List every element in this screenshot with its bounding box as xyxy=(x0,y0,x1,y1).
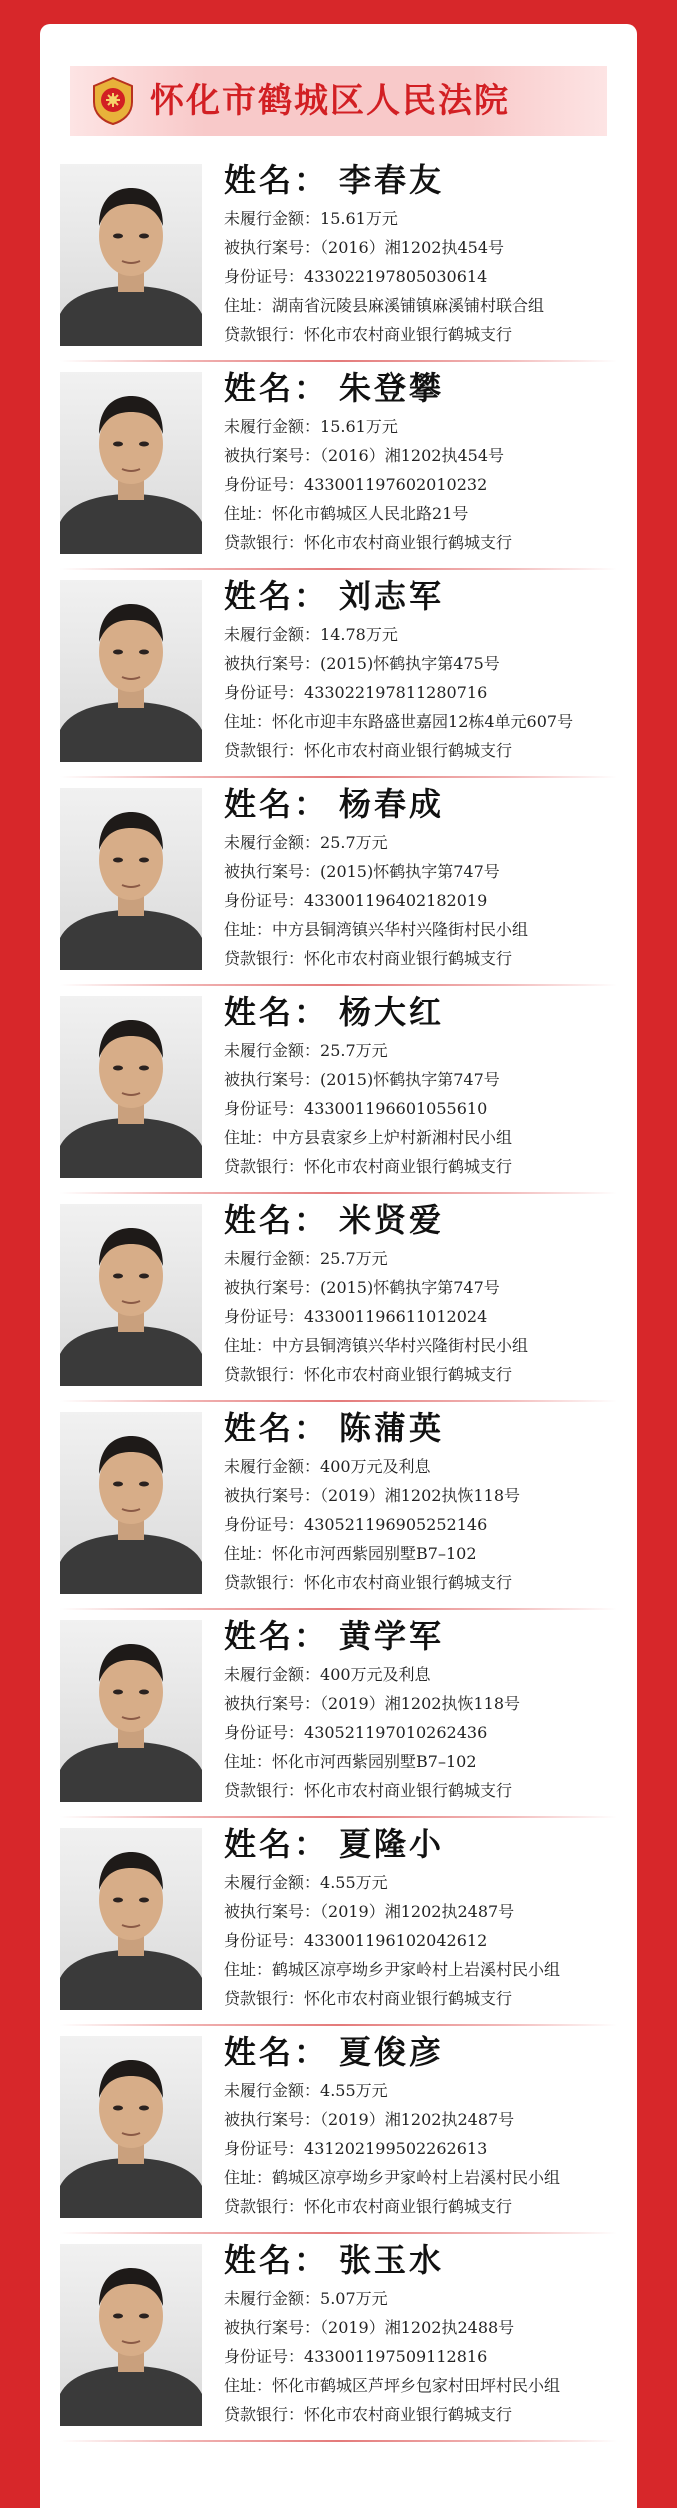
debtor-name-row xyxy=(224,1612,634,1660)
amount-line xyxy=(224,1036,634,1065)
amount-line xyxy=(224,412,634,441)
id-value: 433022197811280716 xyxy=(304,683,488,702)
bank-line xyxy=(224,1152,634,1181)
person-icon xyxy=(60,372,202,554)
debtor-info xyxy=(224,572,634,765)
debtor-photo xyxy=(60,1828,202,2010)
debtor-photo xyxy=(60,1412,202,1594)
name-label: 姓名： xyxy=(224,1617,330,1655)
person-icon xyxy=(60,164,202,346)
address-line xyxy=(224,915,634,944)
case-label: 被执行案号： xyxy=(224,1694,321,1713)
id-line xyxy=(224,2134,634,2163)
bank-line xyxy=(224,944,634,973)
debtor-info xyxy=(224,364,634,557)
case-label: 被执行案号： xyxy=(224,1902,321,1921)
id-label: 身份证号： xyxy=(224,1099,305,1118)
id-value: 433001196102042612 xyxy=(304,1931,488,1950)
case-line xyxy=(224,1273,634,1302)
id-line xyxy=(224,470,634,499)
debtor-name-row xyxy=(224,572,634,620)
address-line xyxy=(224,1123,634,1152)
name-label: 姓名： xyxy=(224,2241,330,2279)
amount-label: 未履行金额： xyxy=(224,1249,321,1268)
case-label: 被执行案号： xyxy=(224,654,321,673)
id-value: 430521197010262436 xyxy=(304,1723,488,1742)
bank-line xyxy=(224,1568,634,1597)
amount-line xyxy=(224,1868,634,1897)
id-value: 433001197602010232 xyxy=(304,475,488,494)
debtor-name: 杨春成 xyxy=(339,785,445,823)
address-line xyxy=(224,2163,634,2192)
person-icon xyxy=(60,2244,202,2426)
person-icon xyxy=(60,1204,202,1386)
name-label: 姓名： xyxy=(224,1201,330,1239)
name-label: 姓名： xyxy=(224,2033,330,2071)
name-label: 姓名： xyxy=(224,161,330,199)
debtor-entry xyxy=(40,2026,637,2234)
address-label: 住址： xyxy=(224,712,273,731)
bank-label: 贷款银行： xyxy=(224,2197,305,2216)
address-label: 住址： xyxy=(224,1128,273,1147)
amount-label: 未履行金额： xyxy=(224,1457,321,1476)
case-line xyxy=(224,1481,634,1510)
amount-value: 4.55万元 xyxy=(320,2081,388,2100)
id-value: 431202199502262613 xyxy=(304,2139,488,2158)
id-line xyxy=(224,886,634,915)
address-value: 怀化市鹤城区人民北路21号 xyxy=(272,504,469,523)
bank-value: 怀化市农村商业银行鹤城支行 xyxy=(304,2197,513,2216)
amount-line xyxy=(224,828,634,857)
case-line xyxy=(224,2105,634,2134)
amount-line xyxy=(224,2284,634,2313)
case-value: （2016）湘1202执454号 xyxy=(320,446,504,465)
debtor-name-row xyxy=(224,2028,634,2076)
name-label: 姓名： xyxy=(224,1825,330,1863)
amount-line xyxy=(224,620,634,649)
address-value: 中方县袁家乡上炉村新湘村民小组 xyxy=(272,1128,513,1147)
debtor-name-row xyxy=(224,780,634,828)
id-label: 身份证号： xyxy=(224,1931,305,1950)
person-icon xyxy=(60,1412,202,1594)
case-label: 被执行案号： xyxy=(224,446,321,465)
debtor-name: 李春友 xyxy=(339,161,445,199)
case-line xyxy=(224,1065,634,1094)
bank-label: 贷款银行： xyxy=(224,949,305,968)
debtor-name-row xyxy=(224,1196,634,1244)
address-label: 住址： xyxy=(224,1544,273,1563)
bank-label: 贷款银行： xyxy=(224,741,305,760)
address-line xyxy=(224,1331,634,1360)
case-value: （2019）湘1202执2487号 xyxy=(320,1902,515,1921)
bank-line xyxy=(224,1776,634,1805)
address-value: 中方县铜湾镇兴华村兴隆街村民小组 xyxy=(272,1336,529,1355)
case-value: （2019）湘1202执恢118号 xyxy=(320,1694,520,1713)
debtor-entry xyxy=(40,1610,637,1818)
debtor-photo xyxy=(60,1204,202,1386)
amount-label: 未履行金额： xyxy=(224,1665,321,1684)
bank-line xyxy=(224,1360,634,1389)
bank-value: 怀化市农村商业银行鹤城支行 xyxy=(304,1365,513,1384)
name-label: 姓名： xyxy=(224,785,330,823)
case-line xyxy=(224,857,634,886)
case-value: (2015)怀鹤执字第747号 xyxy=(320,1070,500,1089)
debtor-info xyxy=(224,156,634,349)
bank-label: 贷款银行： xyxy=(224,2405,305,2424)
bank-value: 怀化市农村商业银行鹤城支行 xyxy=(304,741,513,760)
case-value: （2019）湘1202执恢118号 xyxy=(320,1486,520,1505)
bank-label: 贷款银行： xyxy=(224,1157,305,1176)
id-value: 430521196905252146 xyxy=(304,1515,488,1534)
id-value: 433001196611012024 xyxy=(304,1307,488,1326)
debtor-info xyxy=(224,2028,634,2221)
amount-label: 未履行金额： xyxy=(224,1041,321,1060)
bank-value: 怀化市农村商业银行鹤城支行 xyxy=(304,533,513,552)
bank-label: 贷款银行： xyxy=(224,325,305,344)
case-label: 被执行案号： xyxy=(224,1486,321,1505)
name-label: 姓名： xyxy=(224,1409,330,1447)
address-line xyxy=(224,499,634,528)
id-label: 身份证号： xyxy=(224,2139,305,2158)
address-value: 湖南省沅陵县麻溪铺镇麻溪铺村联合组 xyxy=(272,296,545,315)
debtor-photo xyxy=(60,2244,202,2426)
bank-line xyxy=(224,320,634,349)
case-line xyxy=(224,1689,634,1718)
amount-value: 25.7万元 xyxy=(320,833,388,852)
amount-label: 未履行金额： xyxy=(224,417,321,436)
debtor-info xyxy=(224,780,634,973)
bank-line xyxy=(224,2192,634,2221)
debtor-name-row xyxy=(224,156,634,204)
court-header xyxy=(70,66,607,136)
amount-label: 未履行金额： xyxy=(224,2289,321,2308)
debtor-name-row xyxy=(224,1820,634,1868)
notice-card xyxy=(40,24,637,2508)
case-label: 被执行案号： xyxy=(224,1278,321,1297)
address-line xyxy=(224,1955,634,1984)
debtor-name-row xyxy=(224,1404,634,1452)
case-label: 被执行案号： xyxy=(224,2110,321,2129)
id-label: 身份证号： xyxy=(224,1515,305,1534)
amount-line xyxy=(224,204,634,233)
bank-label: 贷款银行： xyxy=(224,533,305,552)
bank-line xyxy=(224,528,634,557)
id-line xyxy=(224,2342,634,2371)
address-label: 住址： xyxy=(224,920,273,939)
amount-value: 15.61万元 xyxy=(320,417,398,436)
amount-value: 400万元及利息 xyxy=(320,1457,431,1476)
case-value: (2015)怀鹤执字第747号 xyxy=(320,862,500,881)
bank-value: 怀化市农村商业银行鹤城支行 xyxy=(304,1573,513,1592)
address-value: 怀化市迎丰东路盛世嘉园12栋4单元607号 xyxy=(272,712,574,731)
address-label: 住址： xyxy=(224,504,273,523)
debtor-entry xyxy=(40,778,637,986)
case-value: (2015)怀鹤执字第747号 xyxy=(320,1278,500,1297)
case-label: 被执行案号： xyxy=(224,238,321,257)
court-emblem-icon xyxy=(90,76,136,126)
debtor-photo xyxy=(60,996,202,1178)
debtor-photo xyxy=(60,580,202,762)
address-line xyxy=(224,1539,634,1568)
id-line xyxy=(224,1094,634,1123)
debtor-name-row xyxy=(224,988,634,1036)
amount-label: 未履行金额： xyxy=(224,209,321,228)
case-label: 被执行案号： xyxy=(224,862,321,881)
id-value: 433001197509112816 xyxy=(304,2347,488,2366)
address-label: 住址： xyxy=(224,2376,273,2395)
id-value: 433001196402182019 xyxy=(304,891,488,910)
bank-value: 怀化市农村商业银行鹤城支行 xyxy=(304,325,513,344)
id-label: 身份证号： xyxy=(224,267,305,286)
amount-line xyxy=(224,1244,634,1273)
bank-label: 贷款银行： xyxy=(224,1781,305,1800)
debtor-entry xyxy=(40,570,637,778)
id-line xyxy=(224,1718,634,1747)
address-value: 鹤城区凉亭坳乡尹家岭村上岩溪村民小组 xyxy=(272,1960,561,1979)
case-value: （2019）湘1202执2487号 xyxy=(320,2110,515,2129)
id-value: 433001196601055610 xyxy=(304,1099,488,1118)
debtor-entry xyxy=(40,154,637,362)
address-value: 中方县铜湾镇兴华村兴隆街村民小组 xyxy=(272,920,529,939)
bank-value: 怀化市农村商业银行鹤城支行 xyxy=(304,949,513,968)
bank-value: 怀化市农村商业银行鹤城支行 xyxy=(304,1989,513,2008)
debtor-name: 米贤爱 xyxy=(339,1201,445,1239)
debtor-photo xyxy=(60,2036,202,2218)
debtor-entry xyxy=(40,1818,637,2026)
case-line xyxy=(224,2313,634,2342)
address-value: 鹤城区凉亭坳乡尹家岭村上岩溪村民小组 xyxy=(272,2168,561,2187)
bank-value: 怀化市农村商业银行鹤城支行 xyxy=(304,1781,513,1800)
amount-value: 15.61万元 xyxy=(320,209,398,228)
debtor-name: 张玉水 xyxy=(339,2241,445,2279)
amount-line xyxy=(224,1660,634,1689)
amount-label: 未履行金额： xyxy=(224,1873,321,1892)
case-line xyxy=(224,1897,634,1926)
bank-value: 怀化市农村商业银行鹤城支行 xyxy=(304,2405,513,2424)
debtor-info xyxy=(224,1196,634,1389)
person-icon xyxy=(60,1828,202,2010)
address-label: 住址： xyxy=(224,296,273,315)
debtor-photo xyxy=(60,372,202,554)
id-label: 身份证号： xyxy=(224,1307,305,1326)
bank-line xyxy=(224,2400,634,2429)
amount-label: 未履行金额： xyxy=(224,2081,321,2100)
id-label: 身份证号： xyxy=(224,2347,305,2366)
address-label: 住址： xyxy=(224,1336,273,1355)
amount-value: 25.7万元 xyxy=(320,1041,388,1060)
id-label: 身份证号： xyxy=(224,475,305,494)
address-label: 住址： xyxy=(224,1960,273,1979)
id-label: 身份证号： xyxy=(224,683,305,702)
amount-line xyxy=(224,2076,634,2105)
amount-label: 未履行金额： xyxy=(224,625,321,644)
bank-label: 贷款银行： xyxy=(224,1989,305,2008)
address-value: 怀化市河西紫园别墅B7–102 xyxy=(272,1544,477,1563)
id-label: 身份证号： xyxy=(224,891,305,910)
case-value: （2016）湘1202执454号 xyxy=(320,238,504,257)
amount-value: 400万元及利息 xyxy=(320,1665,431,1684)
court-title: 怀化市鹤城区人民法院 xyxy=(150,81,510,121)
name-label: 姓名： xyxy=(224,369,330,407)
person-icon xyxy=(60,1620,202,1802)
bank-line xyxy=(224,1984,634,2013)
id-label: 身份证号： xyxy=(224,1723,305,1742)
debtor-name-row xyxy=(224,364,634,412)
debtor-name: 杨大红 xyxy=(339,993,445,1031)
address-line xyxy=(224,707,634,736)
case-value: (2015)怀鹤执字第475号 xyxy=(320,654,500,673)
debtor-info xyxy=(224,2236,634,2429)
case-label: 被执行案号： xyxy=(224,2318,321,2337)
debtor-name: 刘志军 xyxy=(339,577,445,615)
debtor-name: 陈蒲英 xyxy=(339,1409,445,1447)
amount-value: 25.7万元 xyxy=(320,1249,388,1268)
address-line xyxy=(224,291,634,320)
debtor-entry xyxy=(40,1402,637,1610)
debtor-info xyxy=(224,1612,634,1805)
id-line xyxy=(224,262,634,291)
debtor-info xyxy=(224,1404,634,1597)
address-label: 住址： xyxy=(224,1752,273,1771)
address-line xyxy=(224,2371,634,2400)
address-label: 住址： xyxy=(224,2168,273,2187)
debtor-name: 黄学军 xyxy=(339,1617,445,1655)
amount-label: 未履行金额： xyxy=(224,833,321,852)
debtor-entry xyxy=(40,2234,637,2442)
debtor-name: 夏俊彦 xyxy=(339,2033,445,2071)
id-line xyxy=(224,1926,634,1955)
id-line xyxy=(224,1510,634,1539)
debtor-name: 朱登攀 xyxy=(339,369,445,407)
address-line xyxy=(224,1747,634,1776)
bank-value: 怀化市农村商业银行鹤城支行 xyxy=(304,1157,513,1176)
id-value: 433022197805030614 xyxy=(304,267,488,286)
debtor-entry xyxy=(40,362,637,570)
person-icon xyxy=(60,580,202,762)
case-value: （2019）湘1202执2488号 xyxy=(320,2318,515,2337)
debtor-name: 夏隆小 xyxy=(339,1825,445,1863)
address-value: 怀化市河西紫园别墅B7–102 xyxy=(272,1752,477,1771)
bank-label: 贷款银行： xyxy=(224,1365,305,1384)
person-icon xyxy=(60,788,202,970)
person-icon xyxy=(60,996,202,1178)
amount-line xyxy=(224,1452,634,1481)
debtor-entry xyxy=(40,1194,637,1402)
entry-divider xyxy=(60,2440,617,2442)
amount-value: 14.78万元 xyxy=(320,625,398,644)
id-line xyxy=(224,1302,634,1331)
debtor-info xyxy=(224,988,634,1181)
case-line xyxy=(224,441,634,470)
case-label: 被执行案号： xyxy=(224,1070,321,1089)
id-line xyxy=(224,678,634,707)
debtor-name-row xyxy=(224,2236,634,2284)
debtor-photo xyxy=(60,1620,202,1802)
name-label: 姓名： xyxy=(224,577,330,615)
amount-value: 5.07万元 xyxy=(320,2289,388,2308)
name-label: 姓名： xyxy=(224,993,330,1031)
case-line xyxy=(224,233,634,262)
address-value: 怀化市鹤城区芦坪乡包家村田坪村民小组 xyxy=(272,2376,561,2395)
bank-label: 贷款银行： xyxy=(224,1573,305,1592)
debtor-info xyxy=(224,1820,634,2013)
debtor-photo xyxy=(60,788,202,970)
case-line xyxy=(224,649,634,678)
person-icon xyxy=(60,2036,202,2218)
amount-value: 4.55万元 xyxy=(320,1873,388,1892)
debtor-photo xyxy=(60,164,202,346)
bank-line xyxy=(224,736,634,765)
debtor-entry xyxy=(40,986,637,1194)
